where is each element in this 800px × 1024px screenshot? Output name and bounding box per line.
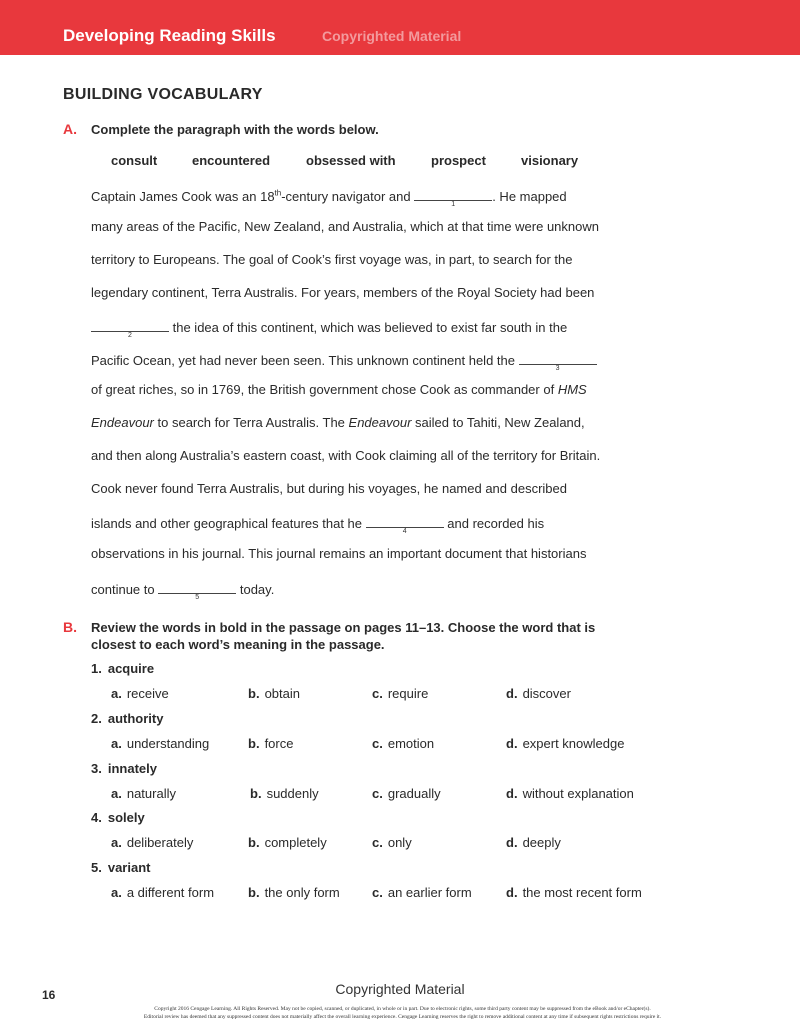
paragraph-line: Endeavour to search for Terra Australis. The Endeavour sailed to Tahiti, New Zealand, xyxy=(91,415,585,430)
answer-option[interactable]: b. suddenly xyxy=(250,786,319,801)
footer-watermark: Copyrighted Material xyxy=(335,981,465,997)
word-bank-item: consult xyxy=(111,153,158,168)
word-bank-item: prospect xyxy=(431,153,486,168)
paragraph-line: legendary continent, Terra Australis. For years, members of the Royal Society had been xyxy=(91,285,595,300)
paragraph-line: 2 the idea of this continent, which was believed to exist far south in the xyxy=(91,317,567,335)
word-bank-item: encountered xyxy=(192,153,271,168)
answer-option[interactable]: a. deliberately xyxy=(111,835,194,850)
answer-option[interactable]: c. only xyxy=(372,835,412,850)
question-term: 4. solely xyxy=(91,810,145,825)
header-title: Developing Reading Skills xyxy=(63,26,276,45)
paragraph-line: and then along Australia’s eastern coast, with Cook claiming all of the territory for Britain. xyxy=(91,448,601,463)
answer-option[interactable]: c. an earlier form xyxy=(372,885,472,900)
page-number: 16 xyxy=(42,988,56,1002)
answer-option[interactable]: a. receive xyxy=(111,686,169,701)
answer-option[interactable]: b. completely xyxy=(248,835,327,850)
answer-option[interactable]: b. obtain xyxy=(248,686,300,701)
section-title: BUILDING VOCABULARY xyxy=(63,86,263,103)
answer-option[interactable]: a. naturally xyxy=(111,786,176,801)
answer-option[interactable]: c. require xyxy=(372,686,429,701)
answer-blank[interactable]: 4 xyxy=(366,513,444,528)
answer-option[interactable]: a. a different form xyxy=(111,885,215,900)
paragraph-line: islands and other geographical features that he 4 and recorded his xyxy=(91,513,544,531)
part-a-letter: A. xyxy=(63,121,77,137)
paragraph-line: many areas of the Pacific, New Zealand, and Australia, which at that time were unknown xyxy=(91,219,599,234)
word-bank-item: visionary xyxy=(521,153,579,168)
paragraph-line: of great riches, so in 1769, the British government chose Cook as commander of HMS xyxy=(91,382,587,397)
question-term: 2. authority xyxy=(91,711,164,726)
answer-blank[interactable]: 5 xyxy=(158,579,236,594)
answer-option[interactable]: d. the most recent form xyxy=(506,885,642,900)
answer-option[interactable]: c. emotion xyxy=(372,736,435,751)
answer-blank[interactable]: 2 xyxy=(91,317,169,332)
question-term: 5. variant xyxy=(91,860,151,875)
word-bank-item: obsessed with xyxy=(306,153,396,168)
answer-option[interactable]: c. gradually xyxy=(372,786,441,801)
paragraph-line: observations in his journal. This journal remains an important document that historians xyxy=(91,546,587,561)
question-term: 3. innately xyxy=(91,761,157,776)
question-term: 1. acquire xyxy=(91,661,155,676)
copyright-notice: Copyright 2016 Cengage Learning. All Rights Reserved. May not be copied, scanned, or duplicated, in whole or in part. Due to electronic rights, some third party content may be suppressed from the eBook and/or eChapter(s). Editorial review has deemed that any suppressed content does not materially affect the overall learning experience. Cengage Learning reserves the right to remove additional content at any time if subsequent rights restrictions require it. xyxy=(143,1006,662,1020)
answer-option[interactable]: b. force xyxy=(248,736,294,751)
part-b-letter: B. xyxy=(63,619,77,635)
answer-option[interactable]: d. deeply xyxy=(506,835,561,850)
paragraph-line: Cook never found Terra Australis, but during his voyages, he named and described xyxy=(91,481,567,496)
header-watermark: Copyrighted Material xyxy=(322,28,462,44)
paragraph-line: Pacific Ocean, yet had never been seen. This unknown continent held the 3 xyxy=(91,350,597,368)
answer-blank[interactable]: 3 xyxy=(519,350,597,365)
paragraph-line: continue to 5 today. xyxy=(91,579,274,597)
answer-option[interactable]: d. without explanation xyxy=(506,786,634,801)
answer-option[interactable]: d. discover xyxy=(506,686,571,701)
answer-option[interactable]: a. understanding xyxy=(111,736,210,751)
part-b-instruction: Review the words in bold in the passage on pages 11–13. Choose the word that is closest to each word’s meaning in the passage. xyxy=(91,620,596,652)
answer-option[interactable]: d. expert knowledge xyxy=(506,736,625,751)
answer-option[interactable]: b. the only form xyxy=(248,885,340,900)
part-a-instruction: Complete the paragraph with the words below. xyxy=(91,122,379,137)
paragraph-line: territory to Europeans. The goal of Cook’s first voyage was, in part, to search for the xyxy=(91,252,573,267)
paragraph-line: Captain James Cook was an 18th-century navigator and 1 . He mapped xyxy=(91,186,567,204)
answer-blank[interactable]: 1 xyxy=(414,186,492,201)
